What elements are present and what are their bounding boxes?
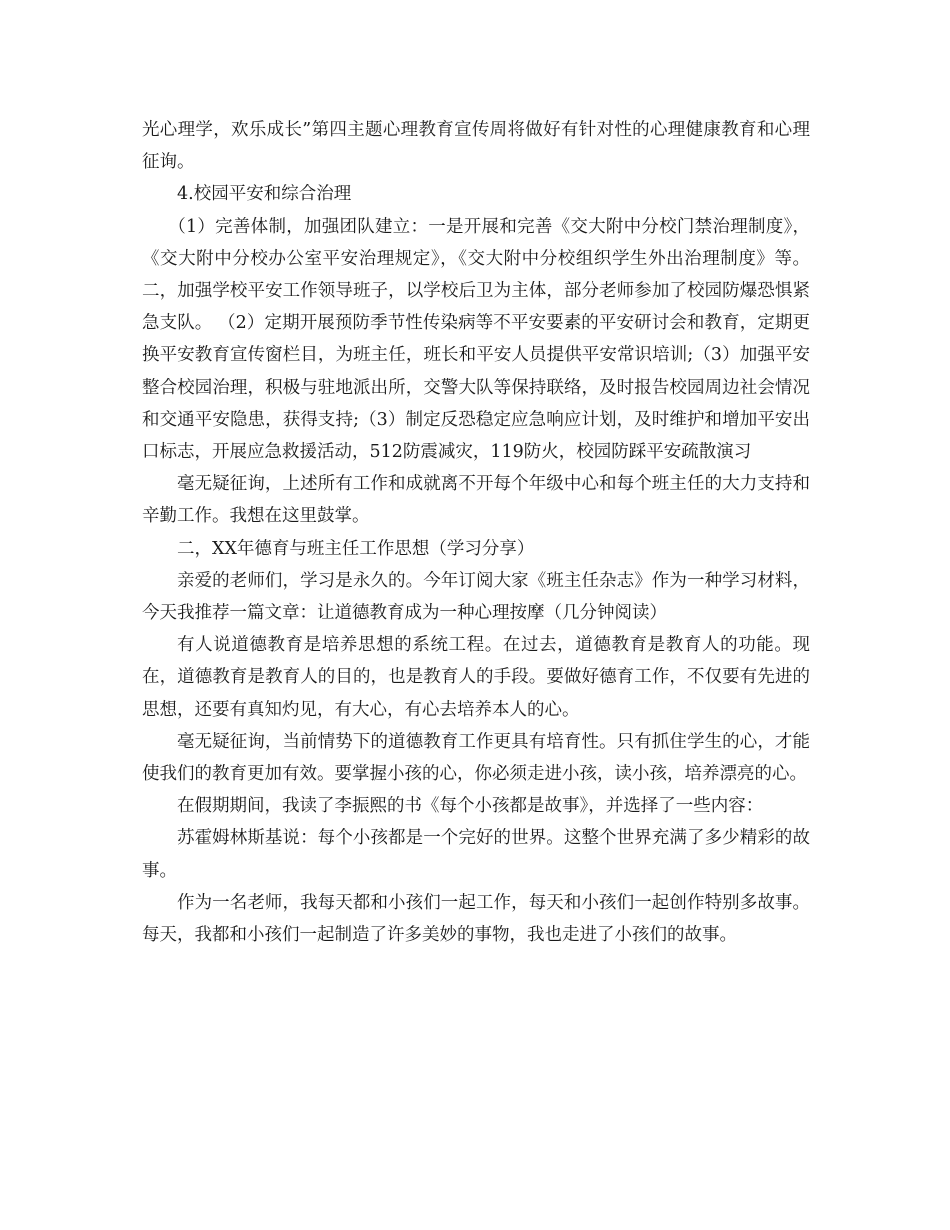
paragraph-holiday-reading: 在假期期间，我读了李振熙的书《每个小孩都是故事》，并选择了一些内容： [177,796,764,817]
paragraph-learning-share: 亲爱的老师们，学习是永久的。今年订阅大家《班主任杂志》作为一种学习材料，今天我推荐一篇文章：让道德教育成为一种心理按摩（几分钟阅读） [142,570,810,624]
section-heading-moral-education: 二，XX年德育与班主任工作思想（学习分享） [177,538,535,559]
paragraph-acknowledgement: 毫无疑征询，上述所有工作和成就离不开每个年级中心和每个班主任的大力支持和辛勤工作。我想在这里鼓掌。 [142,474,810,527]
paragraph-teacher-stories: 作为一名老师，我每天都和小孩们一起工作，每天和小孩们一起创作特别多故事。每天，我都和小孩们一起制造了许多美妙的事物，我也走进了小孩们的故事。 [142,892,810,946]
paragraph-sukhomlinsky-quote: 苏霍姆林斯基说：每个小孩都是一个完好的世界。这整个世界充满了多少精彩的故事。 [142,828,810,881]
paragraph-moral-education-system: 有人说道德教育是培养思想的系统工程。在过去，道德教育是教育人的功能。现在，道德教育是教育人的目的，也是教育人的手段。要做好德育工作，不仅要有先进的思想，还要有真知灼见，有大心，有心去培养本人的心。 [142,635,810,720]
paragraph-safety-measures: （1）完善体制，加强团队建立：一是开展和完善《交大附中分校门禁治理制度》，《交大附中分校办公室平安治理规定》，《交大附中分校组织学生外出治理制度》等。二，加强学校平安工作领导班子，以学校后卫为主体，部分老师参加了校园防爆恐惧紧急支队。 （2）定期开展预防季节性传染病等不平安要素的平安研讨会和教育，定期更换平安教育宣传窗栏目，为班主任，班长和平安人员提供平安常识培训;（3）加强平安整合校园治理，积极与驻地派出所，交警大队等保持联络，及时报告校园周边社会情况和交通平安隐患，获得支持;（3）制定反恐稳定应急响应计划，及时维护和增加平安出口标志，开展应急救援活动，512防震减灾，119防火，校园防踩平安疏散演习 [142,216,810,463]
paragraph-continued-psychology-week: 光心理学，欢乐成长”第四主题心理教育宣传周将做好有针对性的心理健康教育和心理征询。 [142,120,810,173]
section-heading-campus-safety: 4.校园平安和综合治理 [177,184,352,205]
paragraph-current-situation: 毫无疑征询，当前情势下的道德教育工作更具有培育性。只有抓住学生的心，才能使我们的教育更加有效。要掌握小孩的心，你必须走进小孩，读小孩，培养漂亮的心。 [142,731,810,785]
document-body [142,114,810,951]
